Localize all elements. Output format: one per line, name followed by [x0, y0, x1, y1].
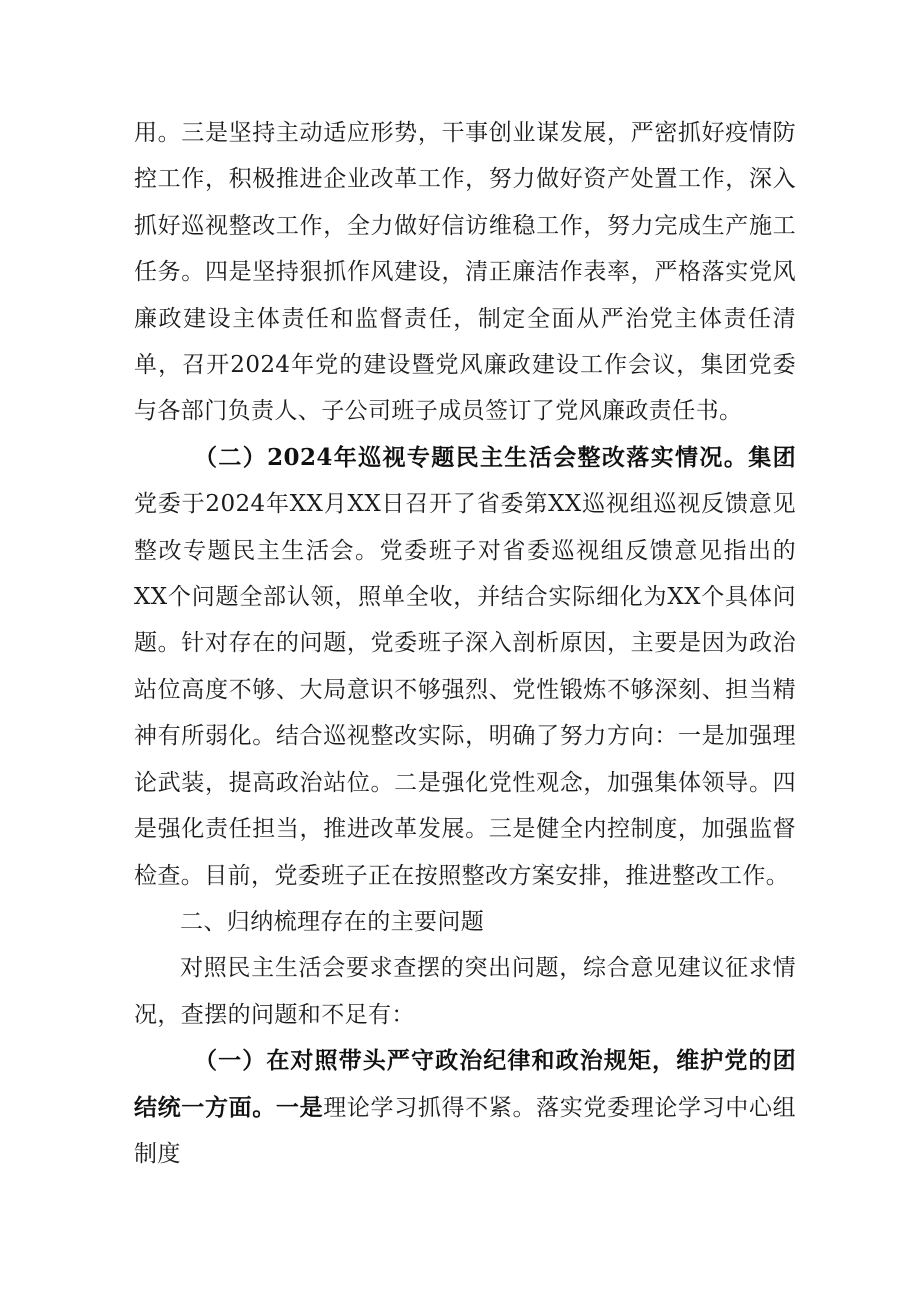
paragraph-text: 对照民主生活会要求查摆的突出问题，综合意见建议征求情况，查摆的问题和不足有：: [134, 955, 796, 1028]
bold-lead-text: 一是: [275, 1093, 324, 1121]
document-body: [134, 110, 796, 1177]
section-heading-text: 二、归纳梳理存在的主要问题: [180, 908, 485, 935]
paragraph-problem-intro: [134, 945, 796, 1038]
paragraph-text: 用。三是坚持主动适应形势，干事创业谋发展，严密抓好疫情防控工作，积极推进企业改革工作，努力做好资产处置工作，深入抓好巡视整改工作，全力做好信访维稳工作，努力完成生产施工任务。四是坚持狠抓作风建设，清正廉洁作表率，严格落实党风廉政建设主体责任和监督责任，制定全面从严治党主体责任清单，召开2024年党的建设暨党风廉政建设工作会议，集团党委与各部门负责人、子公司班子成员签订了党风廉政责任书。: [134, 120, 796, 425]
bold-lead-text: 集团: [748, 443, 796, 471]
subsection-heading: （二）2024年巡视专题民主生活会整改落实情况。: [194, 443, 749, 471]
paragraph-political-discipline: [134, 1038, 796, 1177]
paragraph-text: 理论学习抓得不紧。落实党委理论学习中心组制度: [134, 1094, 797, 1167]
paragraph-inspection-rectification: [134, 435, 796, 899]
subsection-heading: （一）在对照带头严守政治纪律和政治规矩，维护党的团结统一方面。: [134, 1047, 796, 1121]
section-heading: [134, 899, 796, 945]
paragraph-work-summary: [134, 110, 796, 435]
paragraph-text: 党委于2024年XX月XX日召开了省委第XX巡视组巡视反馈意见整改专题民主生活会。党委班子对省委巡视组反馈意见指出的XX个问题全部认领，照单全收，并结合实际细化为XX个具体问题。针对存在的问题，党委班子深入剖析原因，主要是因为政治站位高度不够、大局意识不够强烈、党性锻炼不够深刻、担当精神有所弱化。结合巡视整改实际，明确了努力方向：一是加强理论武装，提高政治站位。二是强化党性观念，加强集体领导。四是强化责任担当，推进改革发展。三是健全内控制度，加强监督检查。目前，党委班子正在按照整改方案安排，推进整改工作。: [134, 491, 796, 889]
